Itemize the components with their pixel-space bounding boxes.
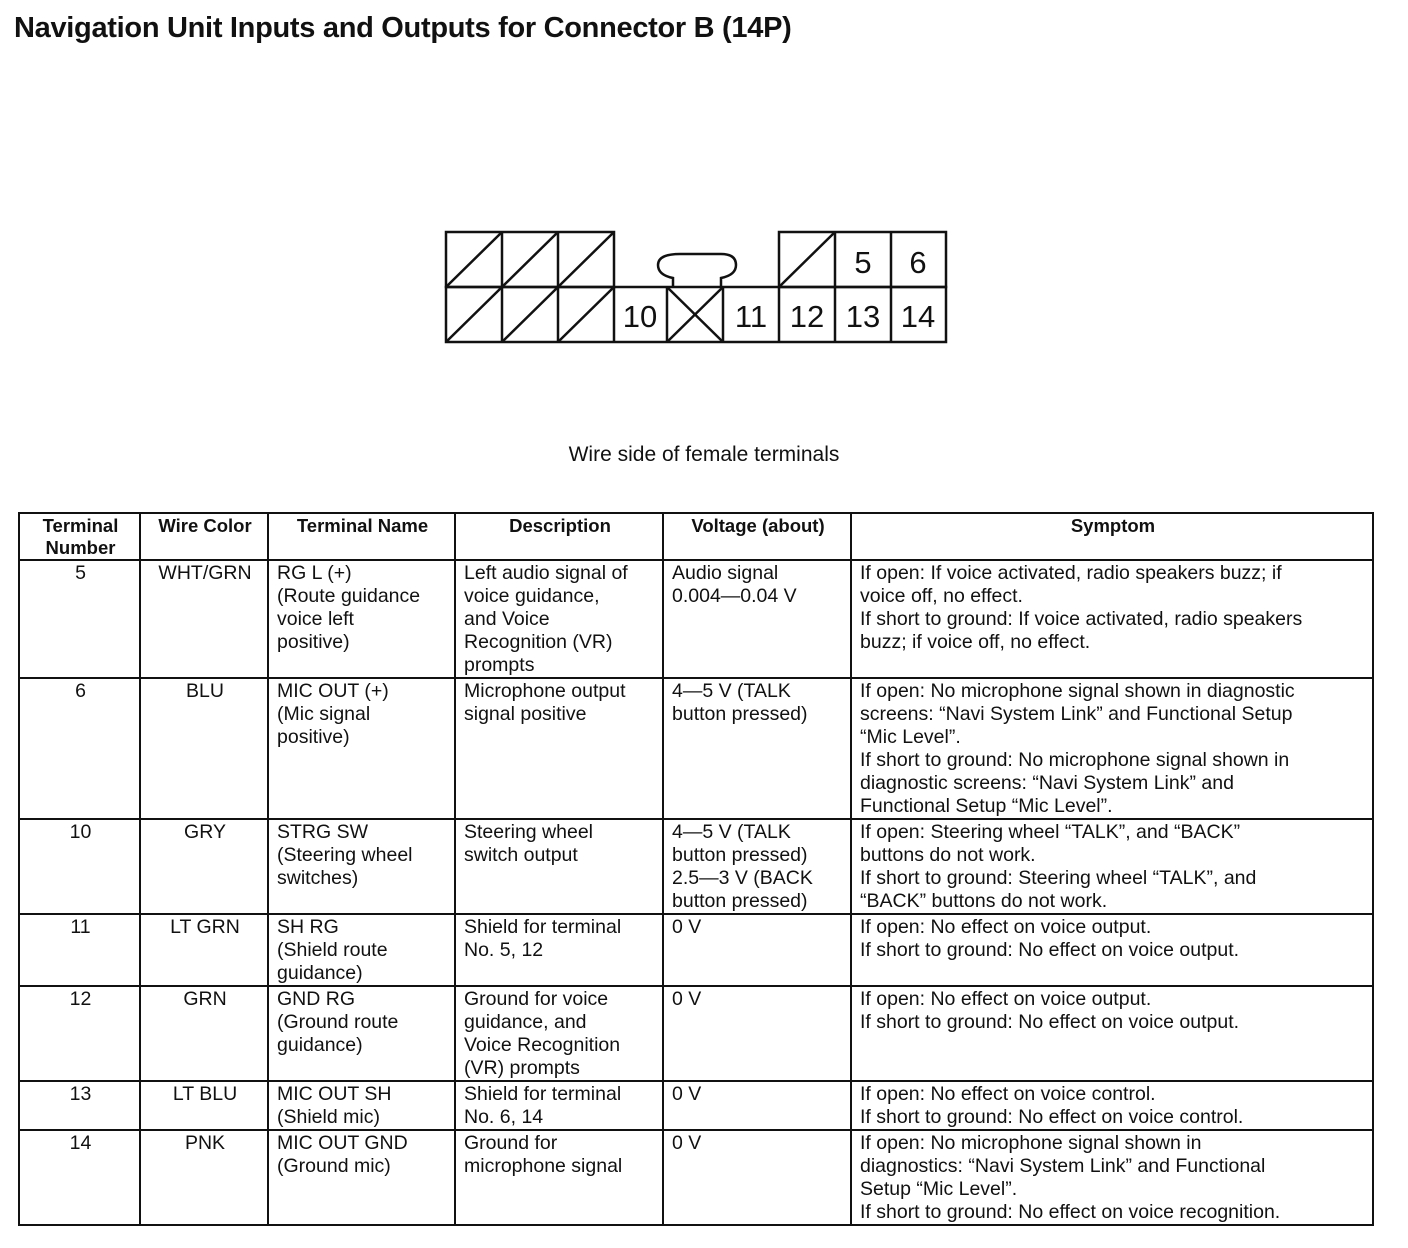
header-terminal-number: Terminal Number bbox=[19, 513, 140, 560]
pin-label: 10 bbox=[622, 299, 658, 334]
wire-color: PNK bbox=[140, 1130, 268, 1225]
terminal-name: GND RG (Ground route guidance) bbox=[268, 986, 455, 1081]
table-header-row bbox=[19, 513, 1373, 560]
wire-color: GRY bbox=[140, 819, 268, 914]
terminal-number: 13 bbox=[19, 1081, 140, 1130]
terminal-name: SH RG (Shield route guidance) bbox=[268, 914, 455, 986]
description: Ground for voice guidance, and Voice Recognition (VR) prompts bbox=[455, 986, 663, 1081]
voltage: Audio signal 0.004—0.04 V bbox=[663, 560, 851, 678]
wire-color: WHT/GRN bbox=[140, 560, 268, 678]
header-symptom: Symptom bbox=[851, 513, 1373, 560]
terminal-name: STRG SW (Steering wheel switches) bbox=[268, 819, 455, 914]
description: Ground for microphone signal bbox=[455, 1130, 663, 1225]
table-row bbox=[19, 678, 1373, 819]
symptom: If open: If voice activated, radio speakers buzz; if voice off, no effect. If short to ground: If voice activated, radio speakers buzz; if voice off, no effect. bbox=[851, 560, 1373, 678]
table-row bbox=[19, 560, 1373, 678]
terminal-number: 6 bbox=[19, 678, 140, 819]
terminal-number: 11 bbox=[19, 914, 140, 986]
pin-label: 12 bbox=[789, 299, 825, 334]
table-row bbox=[19, 1081, 1373, 1130]
header-terminal-name: Terminal Name bbox=[268, 513, 455, 560]
table-row bbox=[19, 1130, 1373, 1225]
voltage: 0 V bbox=[663, 986, 851, 1081]
wire-color: BLU bbox=[140, 678, 268, 819]
terminal-number: 5 bbox=[19, 560, 140, 678]
symptom: If open: No effect on voice output. If short to ground: No effect on voice output. bbox=[851, 914, 1373, 986]
voltage: 0 V bbox=[663, 914, 851, 986]
page-title: Navigation Unit Inputs and Outputs for Connector B (14P) bbox=[14, 12, 792, 44]
symptom: If open: No effect on voice control. If short to ground: No effect on voice control. bbox=[851, 1081, 1373, 1130]
connector-caption: Wire side of female terminals bbox=[568, 443, 840, 466]
pin-label: 11 bbox=[734, 299, 768, 334]
symptom: If open: No microphone signal shown in diagnostic screens: “Navi System Link” and Functional Setup “Mic Level”. If short to ground: No microphone signal shown in diagnostic screens: “Navi System Link” and Functional Setup “Mic Level”. bbox=[851, 678, 1373, 819]
terminal-name: RG L (+) (Route guidance voice left positive) bbox=[268, 560, 455, 678]
symptom: If open: No effect on voice output. If short to ground: No effect on voice output. bbox=[851, 986, 1373, 1081]
wire-color: LT BLU bbox=[140, 1081, 268, 1130]
terminal-number: 10 bbox=[19, 819, 140, 914]
voltage: 4—5 V (TALK button pressed) bbox=[663, 678, 851, 819]
terminal-number: 12 bbox=[19, 986, 140, 1081]
description: Shield for terminal No. 6, 14 bbox=[455, 1081, 663, 1130]
pin-label: 13 bbox=[845, 299, 881, 334]
table-row bbox=[19, 819, 1373, 914]
header-voltage: Voltage (about) bbox=[663, 513, 851, 560]
voltage: 0 V bbox=[663, 1130, 851, 1225]
description: Microphone output signal positive bbox=[455, 678, 663, 819]
symptom: If open: No microphone signal shown in diagnostics: “Navi System Link” and Functional Setup “Mic Level”. If short to ground: No effect on voice recognition. bbox=[851, 1130, 1373, 1225]
description: Shield for terminal No. 5, 12 bbox=[455, 914, 663, 986]
io-table bbox=[18, 512, 1374, 1226]
symptom: If open: Steering wheel “TALK”, and “BACK” buttons do not work. If short to ground: Steering wheel “TALK”, and “BACK” buttons do not work. bbox=[851, 819, 1373, 914]
connector-diagram bbox=[444, 228, 950, 346]
pin-label: 5 bbox=[854, 245, 872, 280]
header-wire-color: Wire Color bbox=[140, 513, 268, 560]
voltage: 4—5 V (TALK button pressed) 2.5—3 V (BACK button pressed) bbox=[663, 819, 851, 914]
table-row bbox=[19, 914, 1373, 986]
header-description: Description bbox=[455, 513, 663, 560]
terminal-number: 14 bbox=[19, 1130, 140, 1225]
pin-label: 14 bbox=[900, 299, 936, 334]
wire-color: GRN bbox=[140, 986, 268, 1081]
table-row bbox=[19, 986, 1373, 1081]
wire-color: LT GRN bbox=[140, 914, 268, 986]
pin-label: 6 bbox=[909, 245, 927, 280]
terminal-name: MIC OUT GND (Ground mic) bbox=[268, 1130, 455, 1225]
voltage: 0 V bbox=[663, 1081, 851, 1130]
description: Left audio signal of voice guidance, and Voice Recognition (VR) prompts bbox=[455, 560, 663, 678]
terminal-name: MIC OUT SH (Shield mic) bbox=[268, 1081, 455, 1130]
terminal-name: MIC OUT (+) (Mic signal positive) bbox=[268, 678, 455, 819]
description: Steering wheel switch output bbox=[455, 819, 663, 914]
